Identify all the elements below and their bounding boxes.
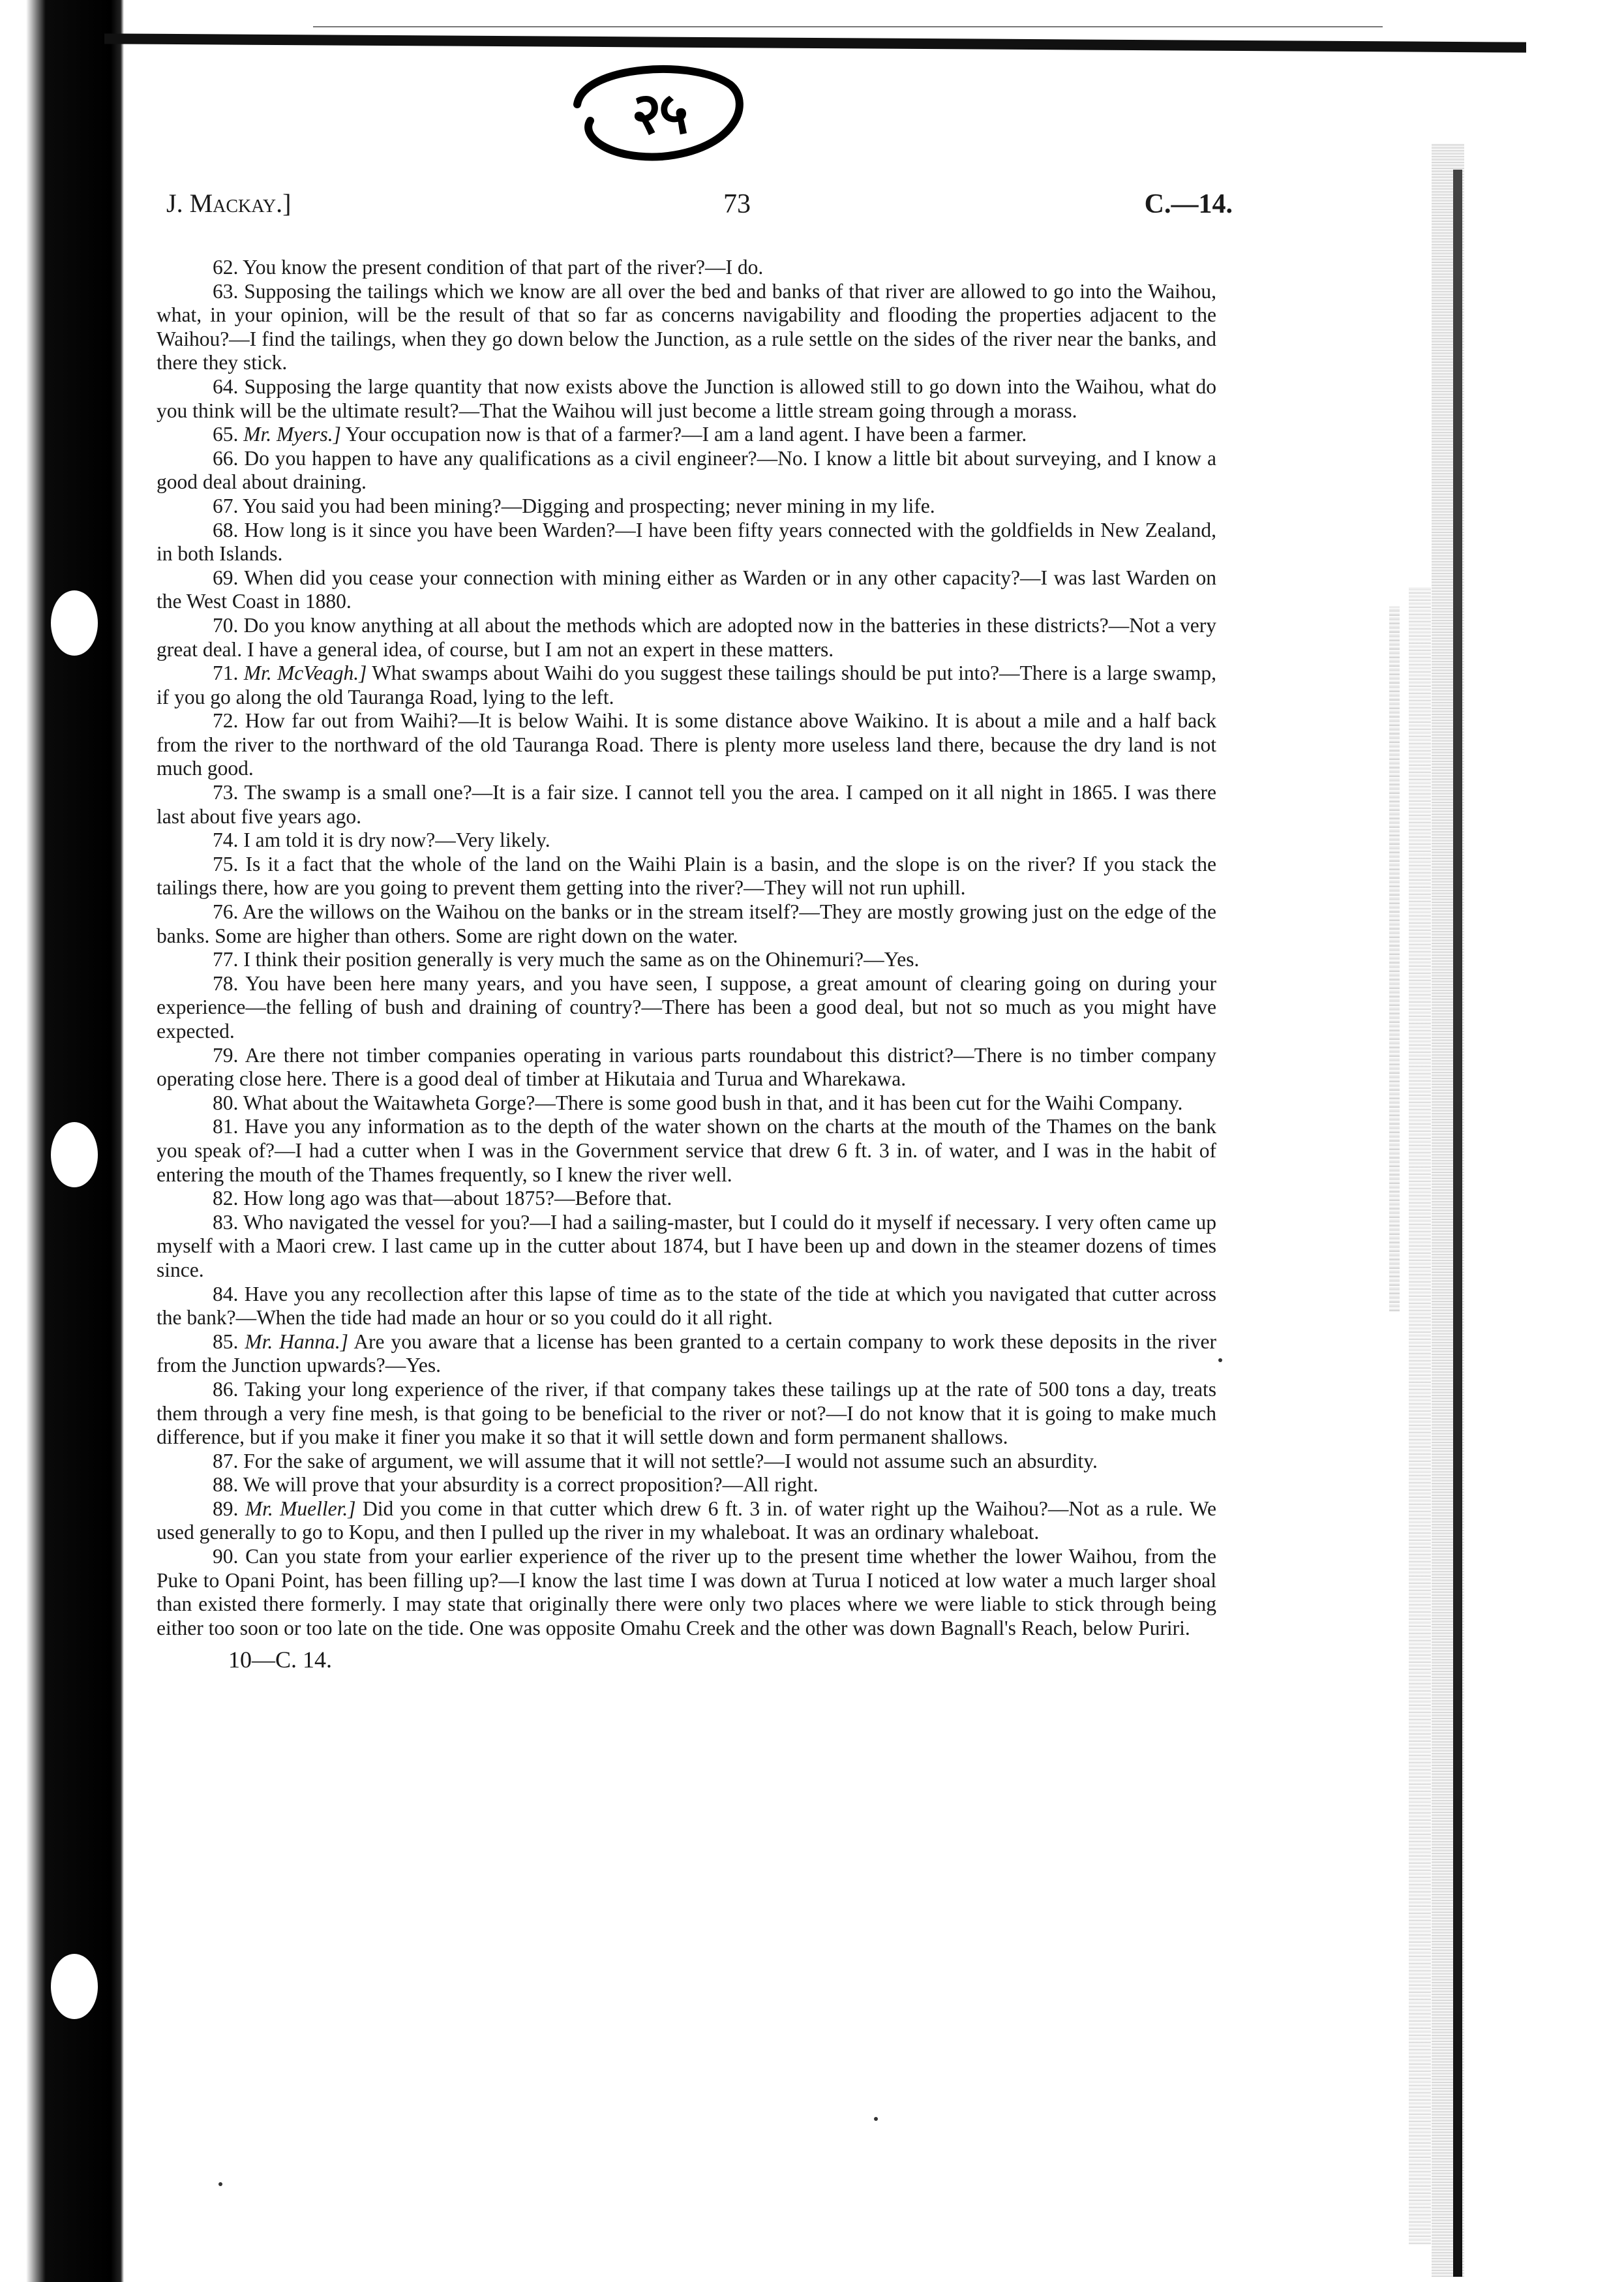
stamp-text: २५ xyxy=(631,79,686,147)
testimony-entry: 66. Do you happen to have any qualifications as a civil engineer?—No. I know a little bit about surveying, and I know a good deal about draining. xyxy=(157,446,1217,494)
right-edge-scan-noise-mid xyxy=(1409,587,1431,2244)
right-edge-dark-band xyxy=(1453,170,1462,2277)
testimony-entry: 77. I think their position generally is very much the same as on the Ohinemuri?—Yes. xyxy=(213,948,920,971)
top-thin-rule xyxy=(313,26,1383,27)
testimony-entry: 85. Mr. Hanna.] Are you aware that a license has been granted to a certain company to work these deposits in the river from the Junction upwards?—Yes. xyxy=(157,1330,1217,1377)
punch-hole-middle xyxy=(51,1122,98,1187)
header-witness-name: J. Mackay.] xyxy=(166,189,292,218)
testimony-entry: 82. How long ago was that—about 1875?—Before that. xyxy=(213,1187,672,1210)
testimony-entry: 84. Have you any recollection after this lapse of time as to the state of the tide at which you navigated that cutter across the bank?—When the tide had made an hour or so you could do it all right. xyxy=(157,1282,1216,1330)
testimony-entry: 75. Is it a fact that the whole of the land on the Waihi Plain is a basin, and the slope is on the river? If you stack the tailings there, how are you going to prevent them getting into the river?—They will not run uphill. xyxy=(157,852,1217,900)
testimony-entry: 70. Do you know anything at all about the methods which are adopted now in the batteries in these districts?—Not a very great deal. I have a general idea, of course, but I am not an expert in these matters. xyxy=(157,613,1217,661)
handwritten-page-stamp xyxy=(564,59,753,163)
testimony-entry: 65. Mr. Myers.] Your occupation now is that of a farmer?—I am a land agent. I have been a farmer. xyxy=(213,423,1027,446)
testimony-entry: 80. What about the Waitawheta Gorge?—There is some good bush in that, and it has been cut for the Waihi Company. xyxy=(213,1091,1183,1114)
testimony-entry: 62. You know the present condition of that part of the river?—I do. xyxy=(213,256,764,279)
right-edge-scan-noise-inner xyxy=(1389,607,1400,1311)
testimony-entry: 86. Taking your long experience of the river, if that company takes these tailings up at the rate of 500 tons a day, treats them through a very fine mesh, is that going to be beneficial to the river or not?—I do not know that it is going to make much difference, but if you make it finer you make it so that it will settle down and form permanent shallows. xyxy=(157,1377,1216,1449)
testimony-entry: 79. Are there not timber companies operating in various parts roundabout this district?—There is no timber company operating close here. There is a good deal of timber at Hikutaia and Turua and Wharekawa. xyxy=(157,1043,1216,1091)
testimony-entry: 69. When did you cease your connection with mining either as Warden or in any other capacity?—I was last Warden on the West Coast in 1880. xyxy=(157,566,1217,613)
testimony-entry: 88. We will prove that your absurdity is a correct proposition?—All right. xyxy=(213,1473,819,1497)
scan-speck xyxy=(218,2182,222,2186)
testimony-entry: 89. Mr. Mueller.] Did you come in that cutter which drew 6 ft. 3 in. of water right up the Waihou?—Not as a rule. We used generally to go to Kopu, and then I pulled up the river in my whaleboat. It was an ordinary whaleboat. xyxy=(157,1497,1217,1544)
testimony-entry: 63. Supposing the tailings which we know are all over the bed and banks of that river are allowed to go into the Waihou, what, in your opinion, will be the result of that so far as concerns navigability and flooding the properties adjacent to the Waihou?—I find the tailings, when they go down below the Junction, as a rule settle on the sides of the river near the banks, and there they stick. xyxy=(157,279,1216,374)
punch-hole-bottom xyxy=(51,1954,98,2019)
header-document-code: C.—14. xyxy=(1144,189,1233,219)
testimony-entry: 87. For the sake of argument, we will assume that it will not settle?—I would not assume such an absurdity. xyxy=(213,1449,1098,1472)
testimony-entry: 73. The swamp is a small one?—It is a fair size. I cannot tell you the area. I camped on it all night in 1865. I was there last about five years ago. xyxy=(157,781,1216,828)
testimony-entry: 68. How long is it since you have been Warden?—I have been fifty years connected with the goldfields in New Zealand, in both Islands. xyxy=(157,518,1216,566)
testimony-entry: 67. You said you had been mining?—Digging and prospecting; never mining in my life. xyxy=(213,494,935,517)
scan-speck xyxy=(874,2117,878,2121)
testimony-entry: 81. Have you any information as to the depth of the water shown on the charts at the mouth of the Thames on the bank you speak of?—I had a cutter when I was in the Government service that drew 6 ft. 3 in. of water, and I was in the habit of entering the mouth of the Thames frequently, so I knew the river well. xyxy=(157,1115,1216,1186)
testimony-entry: 71. Mr. McVeagh.] What swamps about Waihi do you suggest these tailings should be put into?—There is a large swamp, if you go along the old Tauranga Road, lying to the left. xyxy=(157,662,1217,708)
testimony-entry: 72. How far out from Waihi?—It is below Waihi. It is some distance above Waikino. It is about a mile and a half back from the river to the northward of the old Tauranga Road. There is plenty more useless land there, because the dry land is not much good. xyxy=(157,709,1216,780)
testimony-body xyxy=(157,256,1216,1674)
testimony-entry: 90. Can you state from your earlier experience of the river up to the present time whether the lower Waihou, from the Puke to Opani Point, has been filling up?—I know the last time I was down at Turua I noticed at low water a much larger shoal than existed there formerly. I may state that originally there were only two places where we were liable to stick through being either too soon or too late on the tide. One was opposite Omahu Creek and the other was down Bagnall's Reach, below Puriri. xyxy=(157,1545,1217,1639)
header-page-number: 73 xyxy=(723,189,751,219)
punch-hole-top xyxy=(51,590,98,656)
signature-mark: 10—C. 14. xyxy=(228,1647,333,1673)
testimony-entry: 74. I am told it is dry now?—Very likely. xyxy=(213,829,550,852)
testimony-entry: 78. You have been here many years, and you have seen, I suppose, a great amount of clearing going on during your experience—the felling of bush and draining of country?—There has been a good deal, but not so much as you might have expected. xyxy=(157,971,1216,1042)
testimony-entry: 83. Who navigated the vessel for you?—I had a sailing-master, but I could do it myself if necessary. I very often came up myself with a Maori crew. I last came up in the cutter about 1874, but I have been up and down in the steamer dozens of times since. xyxy=(157,1210,1216,1281)
top-black-rule xyxy=(104,33,1526,52)
testimony-entry: 76. Are the willows on the Waihou on the banks or in the stream itself?—They are mostly growing just on the edge of the banks. Some are higher than others. Some are right down on the water. xyxy=(157,900,1216,947)
testimony-entry: 64. Supposing the large quantity that now exists above the Junction is allowed still to go down into the Waihou, what do you think will be the ultimate result?—That the Waihou will just become a little stream going through a morass. xyxy=(157,374,1217,422)
scan-speck xyxy=(1218,1358,1222,1362)
